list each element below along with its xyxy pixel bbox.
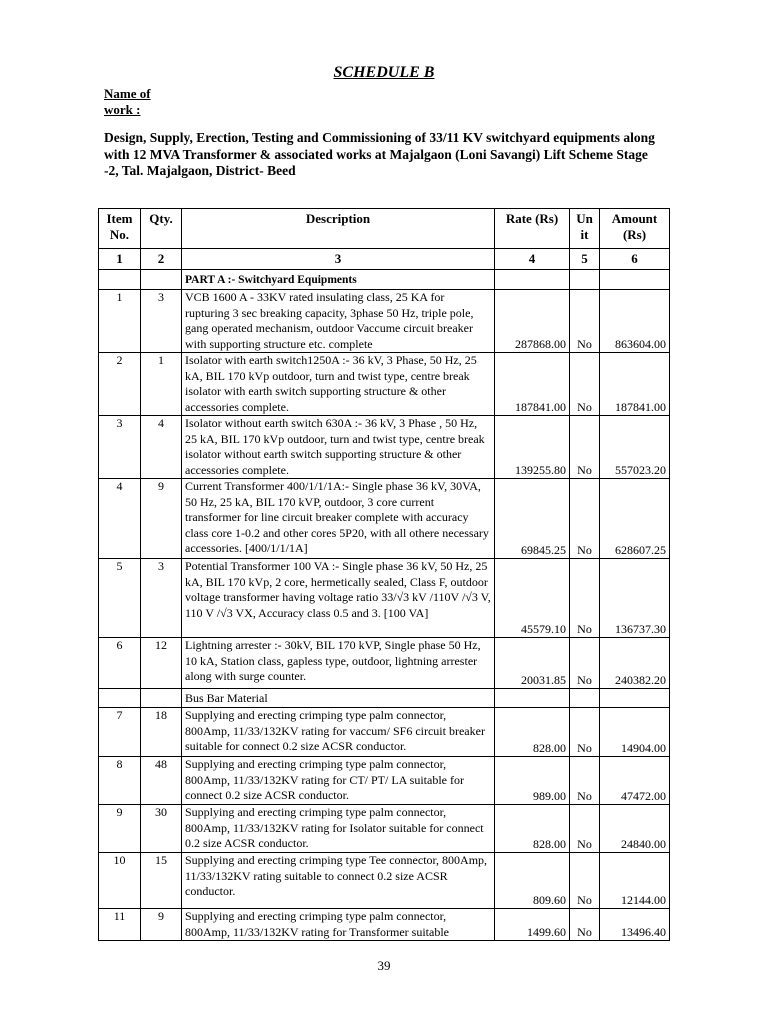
- part-a-heading: PART A :- Switchyard Equipments: [182, 270, 495, 290]
- table-row: [99, 559, 670, 638]
- page-number: 39: [377, 958, 391, 973]
- item-no: 8: [99, 757, 141, 805]
- qty: 12: [141, 638, 182, 689]
- amount: 14904.00: [600, 708, 670, 757]
- amount: 187841.00: [600, 353, 670, 416]
- item-no: 7: [99, 708, 141, 757]
- description: Supplying and erecting crimping type palm connector, 800Amp, 11/33/132KV rating for Isolator suitable for connect 0.2 size ACSR conductor.: [182, 805, 495, 853]
- description: Supplying and erecting crimping type Tee connector, 800Amp, 11/33/132KV rating suitable to connect 0.2 size ACSR conductor.: [182, 853, 495, 909]
- qty: 9: [141, 479, 182, 559]
- table-row: [99, 757, 670, 805]
- rate: 287868.00: [495, 290, 570, 353]
- qty: 48: [141, 757, 182, 805]
- rate: 989.00: [495, 757, 570, 805]
- unit: No: [570, 559, 600, 638]
- description: VCB 1600 A - 33KV rated insulating class, 25 KA for rupturing 3 sec breaking capacity, 3phase 50 Hz, triple pole, gang operated mechanism, outdoor Vaccume circuit breaker with supporting structure etc. complete: [182, 290, 495, 353]
- amount: 628607.25: [600, 479, 670, 559]
- qty: 18: [141, 708, 182, 757]
- unit: No: [570, 909, 600, 941]
- header-qty: Qty.: [141, 209, 182, 249]
- description: Supplying and erecting crimping type palm connector, 800Amp, 11/33/132KV rating for vaccum/ SF6 circuit breaker suitable for connect 0.2 size ACSR conductor.: [182, 708, 495, 757]
- table-row: [99, 638, 670, 689]
- unit: No: [570, 416, 600, 479]
- amount: 47472.00: [600, 757, 670, 805]
- amount: 12144.00: [600, 853, 670, 909]
- header-rate: Rate (Rs): [495, 209, 570, 249]
- table-row: [99, 708, 670, 757]
- description: Supplying and erecting crimping type palm connector, 800Amp, 11/33/132KV rating for CT/ PT/ LA suitable for connect 0.2 size ACSR conductor.: [182, 757, 495, 805]
- amount: 240382.20: [600, 638, 670, 689]
- description: Potential Transformer 100 VA :- Single phase 36 kV, 50 Hz, 25 kA, BIL 170 kVp, 2 core, hermetically sealed, Class F, outdoor voltage transformer having voltage ratio 33/√3 kV /110V /√3 V, 110 V /√3 VX, Accuracy class 0.5 and 3. [100 VA]: [182, 559, 495, 638]
- header-item-no: Item No.: [99, 209, 141, 249]
- qty: 30: [141, 805, 182, 853]
- rate: 1499.60: [495, 909, 570, 941]
- unit: No: [570, 805, 600, 853]
- table-row: [99, 479, 670, 559]
- column-number: 5: [570, 249, 600, 270]
- section-row: [99, 270, 670, 290]
- column-number: 3: [182, 249, 495, 270]
- schedule-table: [98, 208, 670, 941]
- item-no: 5: [99, 559, 141, 638]
- rate: 139255.80: [495, 416, 570, 479]
- amount: 557023.20: [600, 416, 670, 479]
- unit: No: [570, 638, 600, 689]
- item-no: 11: [99, 909, 141, 941]
- table-row: [99, 353, 670, 416]
- header-unit: Un it: [570, 209, 600, 249]
- item-no: 4: [99, 479, 141, 559]
- table-header-row: [99, 209, 670, 249]
- unit: No: [570, 290, 600, 353]
- work-description: Design, Supply, Erection, Testing and Commissioning of 33/11 KV switchyard equipments along with 12 MVA Transformer & associated works at Majalgaon (Loni Savangi) Lift Scheme Stage -2, Tal. Majalgaon, District- Beed: [104, 130, 655, 178]
- rate: 809.60: [495, 853, 570, 909]
- rate: 20031.85: [495, 638, 570, 689]
- qty: 3: [141, 290, 182, 353]
- rate: 187841.00: [495, 353, 570, 416]
- column-number: 4: [495, 249, 570, 270]
- unit: No: [570, 353, 600, 416]
- amount: 863604.00: [600, 290, 670, 353]
- unit: No: [570, 479, 600, 559]
- rate: 828.00: [495, 805, 570, 853]
- description: Supplying and erecting crimping type palm connector, 800Amp, 11/33/132KV rating for Transformer suitable: [182, 909, 495, 941]
- item-no: 6: [99, 638, 141, 689]
- qty: 15: [141, 853, 182, 909]
- column-number-row: [99, 249, 670, 270]
- header-amount: Amount (Rs): [600, 209, 670, 249]
- description: Lightning arrester :- 30kV, BIL 170 kVP, Single phase 50 Hz, 10 kA, Station class, gapless type, outdoor, lightning arrester along with surge counter.: [182, 638, 495, 689]
- item-no: 10: [99, 853, 141, 909]
- rate: 828.00: [495, 708, 570, 757]
- unit: No: [570, 757, 600, 805]
- table-row: [99, 290, 670, 353]
- rate: 45579.10: [495, 559, 570, 638]
- item-no: 9: [99, 805, 141, 853]
- unit: No: [570, 708, 600, 757]
- rate: 69845.25: [495, 479, 570, 559]
- column-number: 2: [141, 249, 182, 270]
- item-no: 1: [99, 290, 141, 353]
- schedule-title: SCHEDULE B: [333, 64, 435, 81]
- qty: 3: [141, 559, 182, 638]
- header-description: Description: [182, 209, 495, 249]
- description: Isolator with earth switch1250A :- 36 kV, 3 Phase, 50 Hz, 25 kA, BIL 170 kVp outdoor, turn and twist type, centre break isolator with earth switch supporting structure & other accessories complete.: [182, 353, 495, 416]
- amount: 136737.30: [600, 559, 670, 638]
- name-of-work-label: Name of work :: [104, 86, 151, 117]
- bus-bar-heading: Bus Bar Material: [182, 689, 495, 708]
- item-no: 2: [99, 353, 141, 416]
- table-row: [99, 909, 670, 941]
- item-no: 3: [99, 416, 141, 479]
- column-number: 1: [99, 249, 141, 270]
- description: Isolator without earth switch 630A :- 36 kV, 3 Phase , 50 Hz, 25 kA, BIL 170 kVp outdoor, turn and twist type, centre break isolator without earth switch supporting structure & other accessories complete.: [182, 416, 495, 479]
- qty: 9: [141, 909, 182, 941]
- unit: No: [570, 853, 600, 909]
- qty: 4: [141, 416, 182, 479]
- section-row: [99, 689, 670, 708]
- column-number: 6: [600, 249, 670, 270]
- amount: 24840.00: [600, 805, 670, 853]
- table-row: [99, 805, 670, 853]
- table-row: [99, 853, 670, 909]
- qty: 1: [141, 353, 182, 416]
- amount: 13496.40: [600, 909, 670, 941]
- table-row: [99, 416, 670, 479]
- description: Current Transformer 400/1/1/1A:- Single phase 36 kV, 30VA, 50 Hz, 25 kA, BIL 170 kVP, outdoor, 3 core current transformer for line circuit breaker complete with accuracy class core 1-0.2 and other cores 5P20, with all othere necessary accessories. [400/1/1/1A]: [182, 479, 495, 559]
